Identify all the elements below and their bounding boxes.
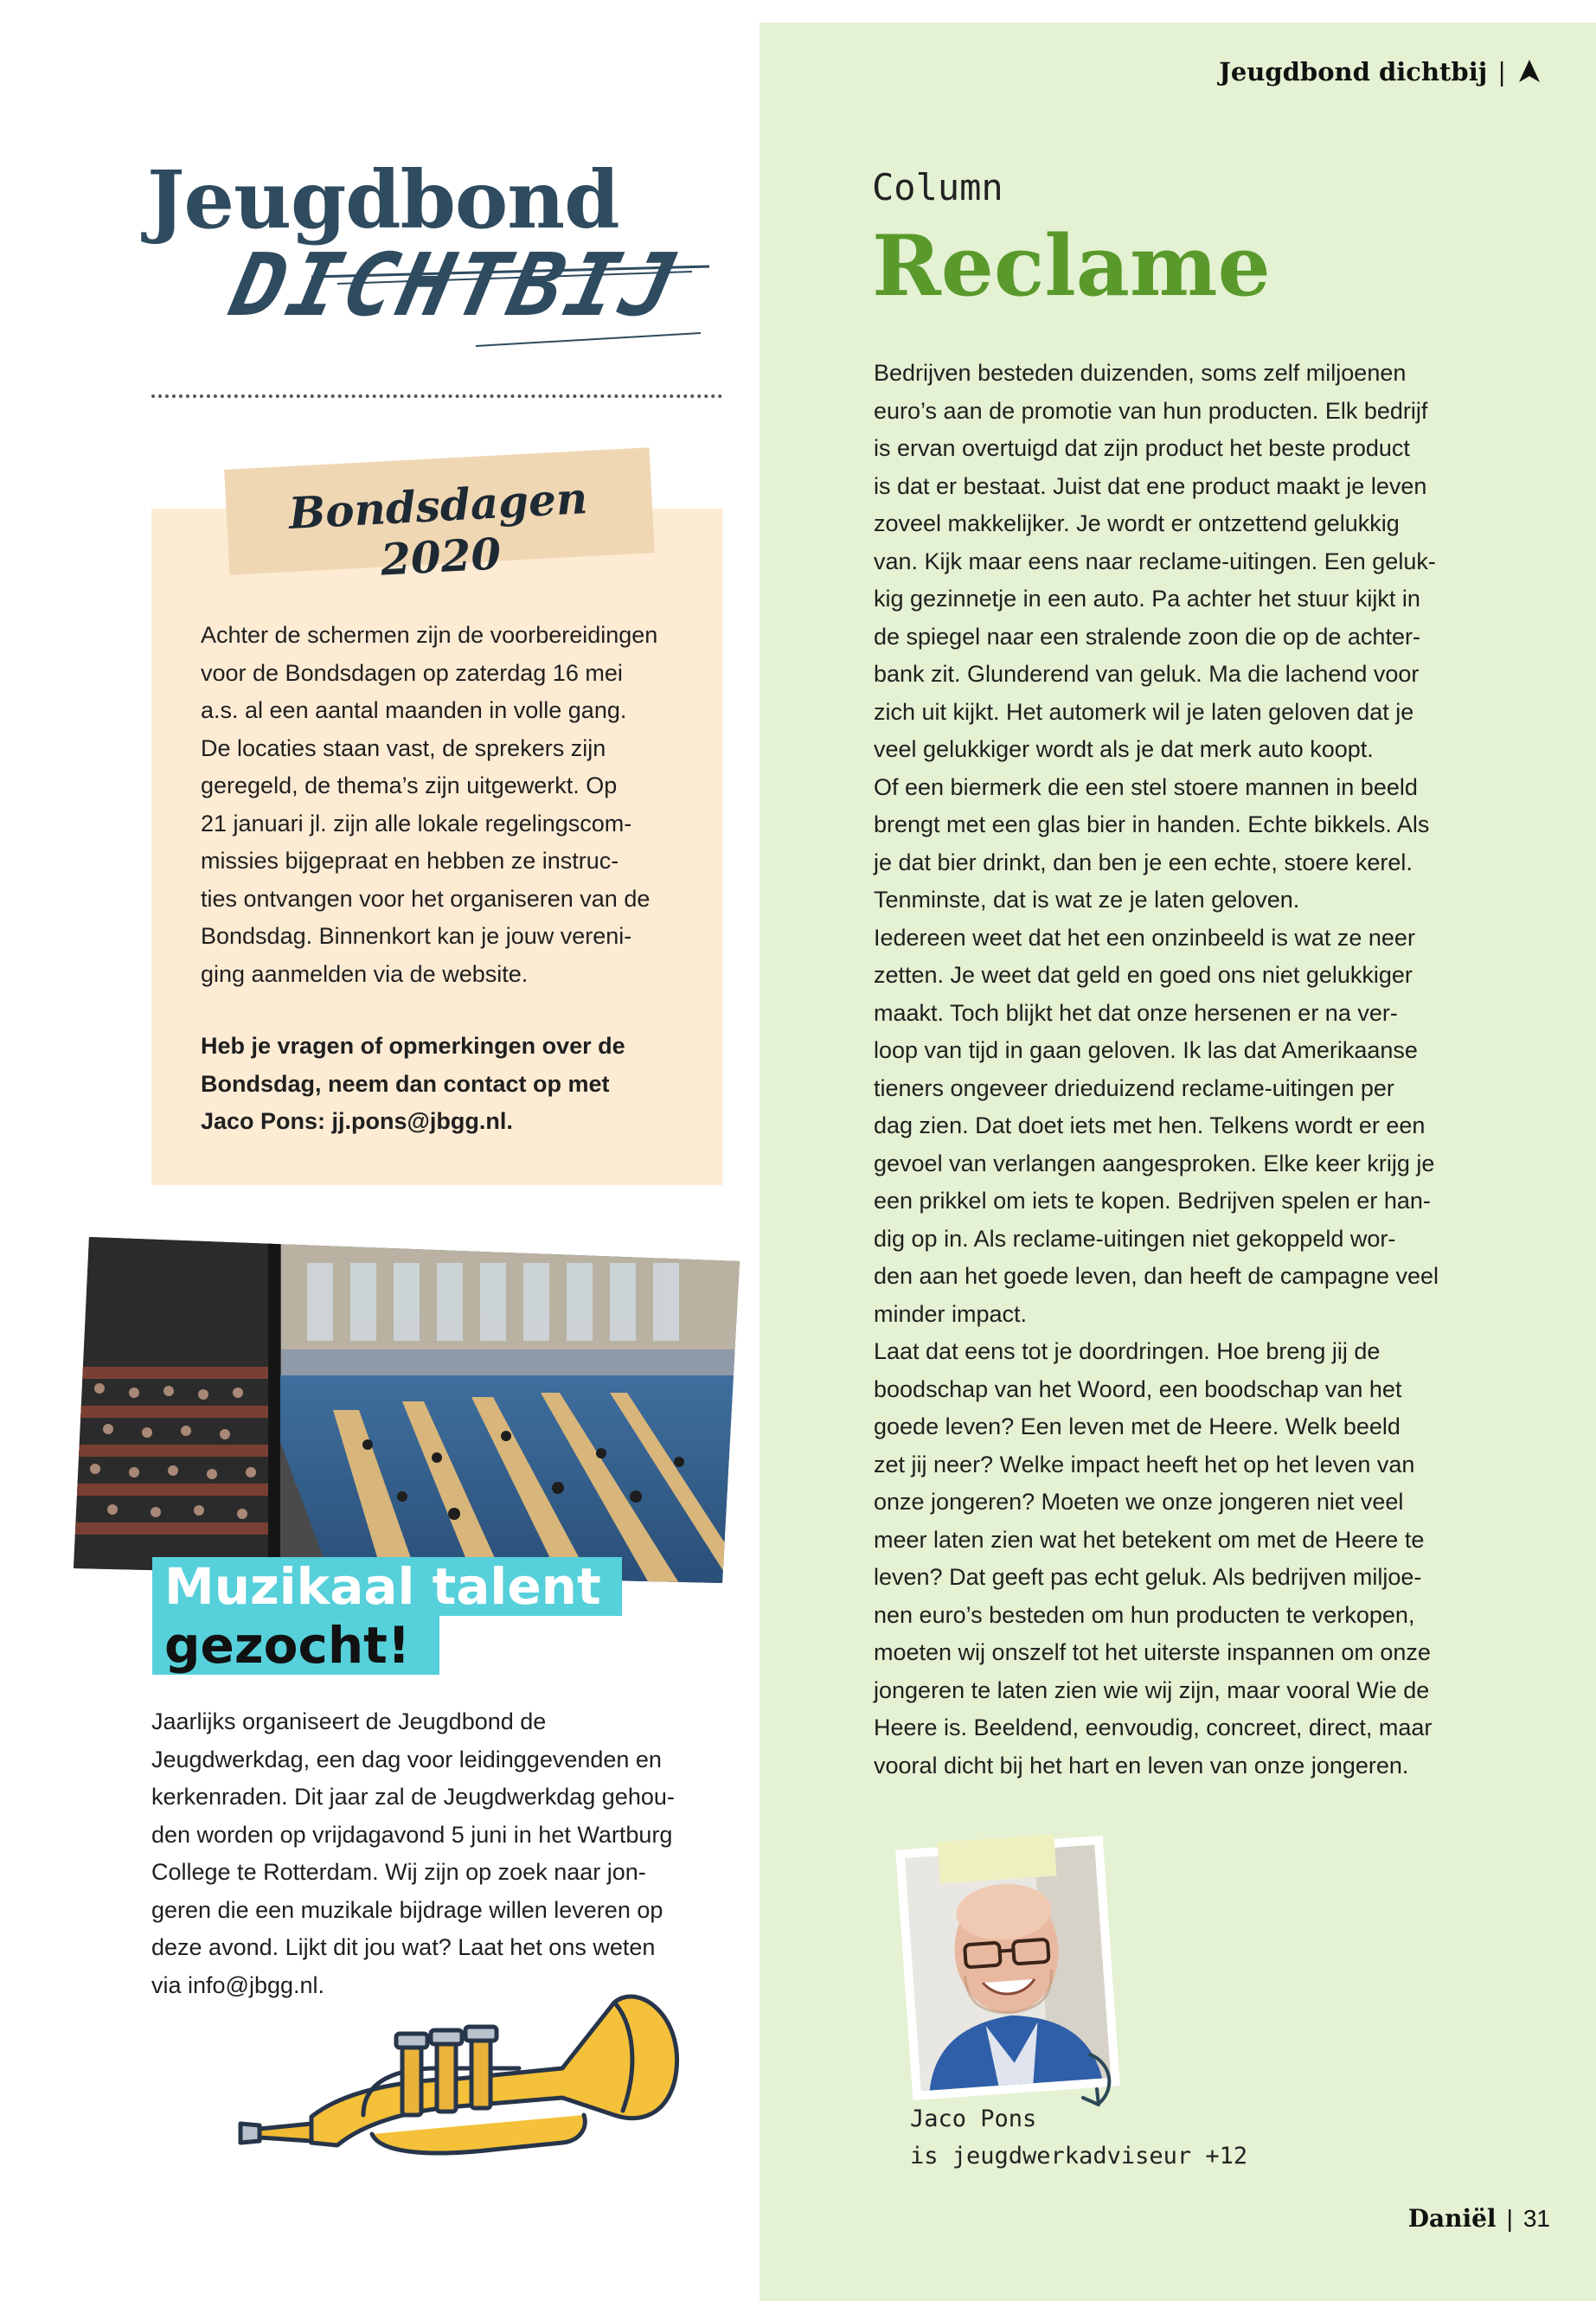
column-line: van. Kijk maar eens naar reclame-uitingen. Een geluk-	[874, 548, 1436, 574]
author-role: is jeugdwerkadviseur +12	[910, 2143, 1248, 2170]
column-line: nen euro’s besteden om hun producten te verkopen,	[874, 1601, 1415, 1628]
body-line: kerkenraden. Dit jaar zal de Jeugdwerkdag gehou-	[151, 1784, 675, 1810]
column-line: dig op in. Als reclame-uitingen niet gekoppeld wor-	[874, 1225, 1396, 1252]
muzikaal-title-line1: Muzikaal talent	[152, 1557, 622, 1616]
bondsdagen-body	[201, 617, 694, 993]
column-line: gevoel van verlangen aangesproken. Elke keer krijg je	[874, 1150, 1435, 1176]
page-footer	[1408, 2204, 1550, 2233]
header-separator: |	[1497, 57, 1506, 87]
page-number: 31	[1522, 2205, 1550, 2232]
logo-title: Jeugdbond	[147, 153, 619, 247]
body-line: ties ontvangen voor het organiseren van de	[201, 885, 651, 912]
contact-line: Heb je vragen of opmerkingen over de	[201, 1033, 625, 1059]
column-line: goede leven? Een leven met de Heere. Welk beeld	[874, 1413, 1401, 1439]
body-line: voor de Bondsdagen op zaterdag 16 mei	[201, 659, 623, 686]
body-line: via info@jbgg.nl.	[151, 1971, 325, 1998]
column-line: zich uit kijkt. Het automerk wil je laten geloven dat je	[874, 698, 1414, 725]
column-line: dag zien. Dat doet iets met hen. Telkens wordt er een	[874, 1112, 1426, 1138]
muzikaal-title-line2: gezocht!	[152, 1616, 439, 1675]
contact-line: Jaco Pons: jj.pons@jbgg.nl.	[201, 1108, 513, 1134]
column-line: boodschap van het Woord, een boodschap van het	[874, 1375, 1402, 1402]
portrait-tape	[937, 1834, 1056, 1883]
column-line: zetten. Je weet dat geld en goed ons niet gelukkiger	[874, 962, 1413, 988]
column-line: een prikkel om iets te kopen. Bedrijven spelen er han-	[874, 1188, 1431, 1214]
bondsdagen-heading: Bondsdagen 2020	[287, 472, 589, 586]
body-line: missies bijgepraat en hebben ze instruc-	[201, 848, 619, 874]
column-line: maakt. Toch blijkt het dat onze hersenen er na ver-	[874, 999, 1398, 1026]
column-body	[874, 355, 1462, 1785]
column-line: leven? Dat geeft pas echt geluk. Als bedrijven miljoe-	[874, 1564, 1422, 1590]
body-line: a.s. al een aantal maanden in volle gang.	[201, 697, 627, 723]
column-line: den aan het goede leven, dan heeft de campagne veel	[874, 1263, 1439, 1289]
body-line: Bondsdag. Binnenkort kan je jouw vereni-	[201, 923, 632, 949]
trumpet-icon	[234, 1985, 701, 2158]
body-line: deze avond. Lijkt dit jou wat? Laat het ons weten	[151, 1934, 656, 1960]
running-head	[1219, 57, 1541, 87]
column-line: Heere is. Beeldend, eenvoudig, concreet, direct, maar	[874, 1715, 1433, 1740]
contact-line: Bondsdag, neem dan contact op met	[201, 1070, 610, 1097]
column-line: Of een biermerk die een stel stoere mannen in beeld	[874, 773, 1418, 800]
brush-stroke-icon	[303, 260, 718, 363]
column-line: moeten wij onszelf tot het uiterste inspannen om onze	[874, 1639, 1431, 1665]
author-caption	[910, 2100, 1247, 2175]
column-line: euro’s aan de promotie van hun producten. Elk bedrijf	[874, 397, 1428, 424]
column-line: kig gezinnetje in een auto. Pa achter het stuur kijkt in	[874, 586, 1420, 612]
column-label: Column	[872, 166, 1003, 208]
column-line: veel gelukkiger wordt als je dat merk auto koopt.	[874, 736, 1374, 762]
column-line: vooral dicht bij het hart en leven van onze jongeren.	[874, 1752, 1409, 1779]
column-line: is dat er bestaat. Juist dat ene product maakt je leven	[874, 472, 1427, 499]
dotted-divider	[151, 394, 722, 398]
body-line: Achter de schermen zijn de voorbereidingen	[201, 622, 658, 648]
author-name: Jaco Pons	[910, 2106, 1037, 2132]
bondsdagen-contact	[201, 1028, 694, 1141]
column-line: zet jij neer? Welke impact heeft het op het leven van	[874, 1451, 1415, 1477]
column-line: loop van tijd in gaan geloven. Ik las dat Amerikaanse	[874, 1037, 1418, 1063]
body-line: den worden op vrijdagavond 5 juni in het Wartburg	[151, 1821, 673, 1848]
section-label: Jeugdbond dichtbij	[1219, 57, 1488, 87]
body-line: Jeugdwerkdag, een dag voor leidinggevenden en	[151, 1746, 662, 1772]
column-line: zoveel makkelijker. Je wordt er ontzettend gelukkig	[874, 510, 1400, 536]
body-line: College te Rotterdam. Wij zijn op zoek naar jon-	[151, 1859, 646, 1885]
body-line: geren die een muzikale bijdrage willen leveren op	[151, 1896, 663, 1923]
muzikaal-body	[151, 1703, 714, 2004]
column-line: tieners ongeveer drieduizend reclame-uitingen per	[874, 1074, 1394, 1101]
column-line: jongeren te laten zien wie wij zijn, maar vooral Wie de	[874, 1676, 1430, 1703]
arrow-up-icon	[1518, 59, 1541, 83]
body-line: geregeld, de thema’s zijn uitgewerkt. Op	[201, 772, 618, 798]
column-line: Bedrijven besteden duizenden, soms zelf miljoenen	[874, 360, 1407, 386]
logo-subtitle: DICHTBIJ	[222, 234, 689, 336]
column-line: de spiegel naar een stralende zoon die op de achter-	[874, 623, 1420, 650]
magazine-name: Daniël	[1407, 2204, 1497, 2233]
column-line: minder impact.	[874, 1300, 1028, 1327]
column-line: onze jongeren? Moeten we onze jongeren niet veel	[874, 1489, 1404, 1515]
column-line: bank zit. Glunderend van geluk. Ma die lachend voor	[874, 661, 1420, 687]
column-line: Laat dat eens tot je doordringen. Hoe breng jij de	[874, 1338, 1381, 1364]
footer-separator: |	[1506, 2205, 1513, 2232]
column-line: je dat bier drinkt, dan ben je een echte, stoere kerel.	[874, 849, 1413, 875]
body-line: ging aanmelden via de website.	[201, 960, 529, 987]
column-title: Reclame	[872, 217, 1271, 315]
body-line: 21 januari jl. zijn alle lokale regelingscom-	[201, 810, 632, 836]
column-line: Tenminste, dat is wat ze je laten geloven.	[874, 887, 1300, 913]
event-hall-photo	[74, 1237, 740, 1583]
column-line: brengt met een glas bier in handen. Echte bikkels. Als	[874, 811, 1430, 837]
column-line: meer laten zien wat het betekent om met de Heere te	[874, 1526, 1425, 1553]
column-line: is ervan overtuigd dat zijn product het beste product	[874, 435, 1410, 461]
body-line: Jaarlijks organiseert de Jeugdbond de	[151, 1708, 547, 1734]
body-line: De locaties staan vast, de sprekers zijn	[201, 734, 606, 761]
column-line: Iedereen weet dat het een onzinbeeld is wat ze neer	[874, 924, 1415, 951]
